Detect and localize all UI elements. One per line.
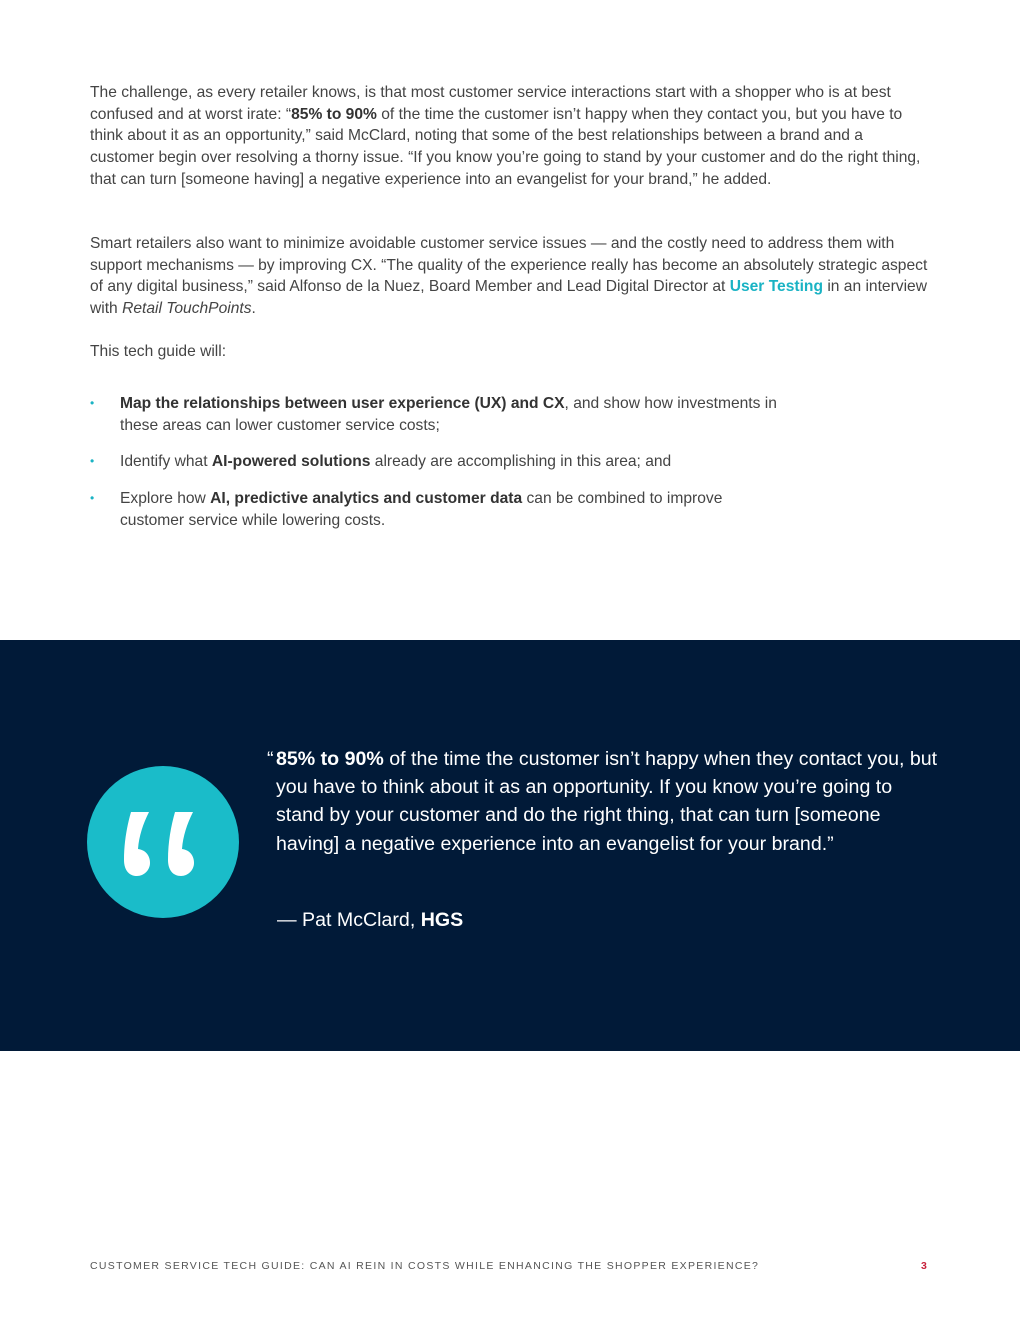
quote-attribution <box>277 906 463 934</box>
bullet-icon: • <box>90 396 95 410</box>
list-item <box>90 451 790 473</box>
page-number: 3 <box>921 1260 927 1272</box>
paragraph-intro <box>90 82 930 191</box>
paragraph-text: Smart retailers also want to minimize avoidable customer service issues — and the costly need to address them with support mechanisms — by improving CX. “The quality of the experience really has become an absolutely strategic aspect of any digital business,” said Alfonso de la Nuez, Board Member and Lead Digital Director at <box>90 235 928 296</box>
attribution-name: — Pat McClard, <box>277 909 421 931</box>
paragraph-guide-intro <box>90 341 930 363</box>
user-testing-link[interactable]: User Testing <box>729 278 823 296</box>
bullet-bold-text: AI, predictive analytics and customer data <box>210 490 523 508</box>
bullet-icon: • <box>90 454 95 469</box>
quote-open-mark: “ <box>267 748 274 770</box>
publication-name: Retail TouchPoints <box>122 300 252 318</box>
paragraph-text: The challenge, as every retailer knows, is that most customer service interactions start with a shopper who is at best confused and at worst irate: “ <box>90 84 891 123</box>
quote-mark-icon <box>87 766 239 918</box>
paragraph-text: This tech guide will: <box>90 343 227 360</box>
pull-quote-text <box>268 745 940 858</box>
bullet-text: Identify what <box>120 453 212 471</box>
bullet-text: , and show how investments in these areas can lower customer service costs; <box>120 395 777 434</box>
quote-body-text: of the time the customer isn’t happy when they contact you, but you have to think about it as an opportunity. If you know you’re going to stand by your customer and do the right thing, that can turn [someone having] a negative experience into an evangelist for your brand.” <box>276 748 938 855</box>
footer-guide-title: CUSTOMER SERVICE TECH GUIDE: CAN AI REIN IN COSTS WHILE ENHANCING THE SHOPPER EXPERIENCE? <box>90 1260 760 1272</box>
quote-stat: 85% to 90% <box>276 748 384 770</box>
pull-quote-section <box>0 640 1020 1051</box>
list-item <box>90 488 790 531</box>
paragraph-text: of the time the customer isn’t happy when they contact you, but you have to think about it as an opportunity,” said McClard, noting that some of the best relationships between a brand and a customer begin over resolving a thorny issue. “If you know you’re going to stand by your customer and do the right thing, that can turn [someone having] a negative experience into an evangelist for your brand,” he added. <box>90 105 921 188</box>
bullet-icon: • <box>90 491 95 506</box>
bullet-bold-text: AI-powered solutions <box>211 453 371 471</box>
paragraph-text: . <box>251 300 256 318</box>
bullet-list <box>90 393 790 532</box>
bullet-bold-text: Map the relationships between user experience (UX) and CX <box>120 395 565 412</box>
paragraph-text: in an interview with <box>90 278 927 318</box>
attribution-company: HGS <box>420 909 464 931</box>
stat-highlight: 85% to 90% <box>291 105 377 123</box>
paragraph-smart-retailers <box>90 233 930 320</box>
list-item <box>90 393 790 436</box>
bullet-text: can be combined to improve customer service while lowering costs. <box>120 490 723 529</box>
bullet-text: Explore how <box>120 490 211 508</box>
bullet-text: already are accomplishing in this area; and <box>370 453 672 471</box>
